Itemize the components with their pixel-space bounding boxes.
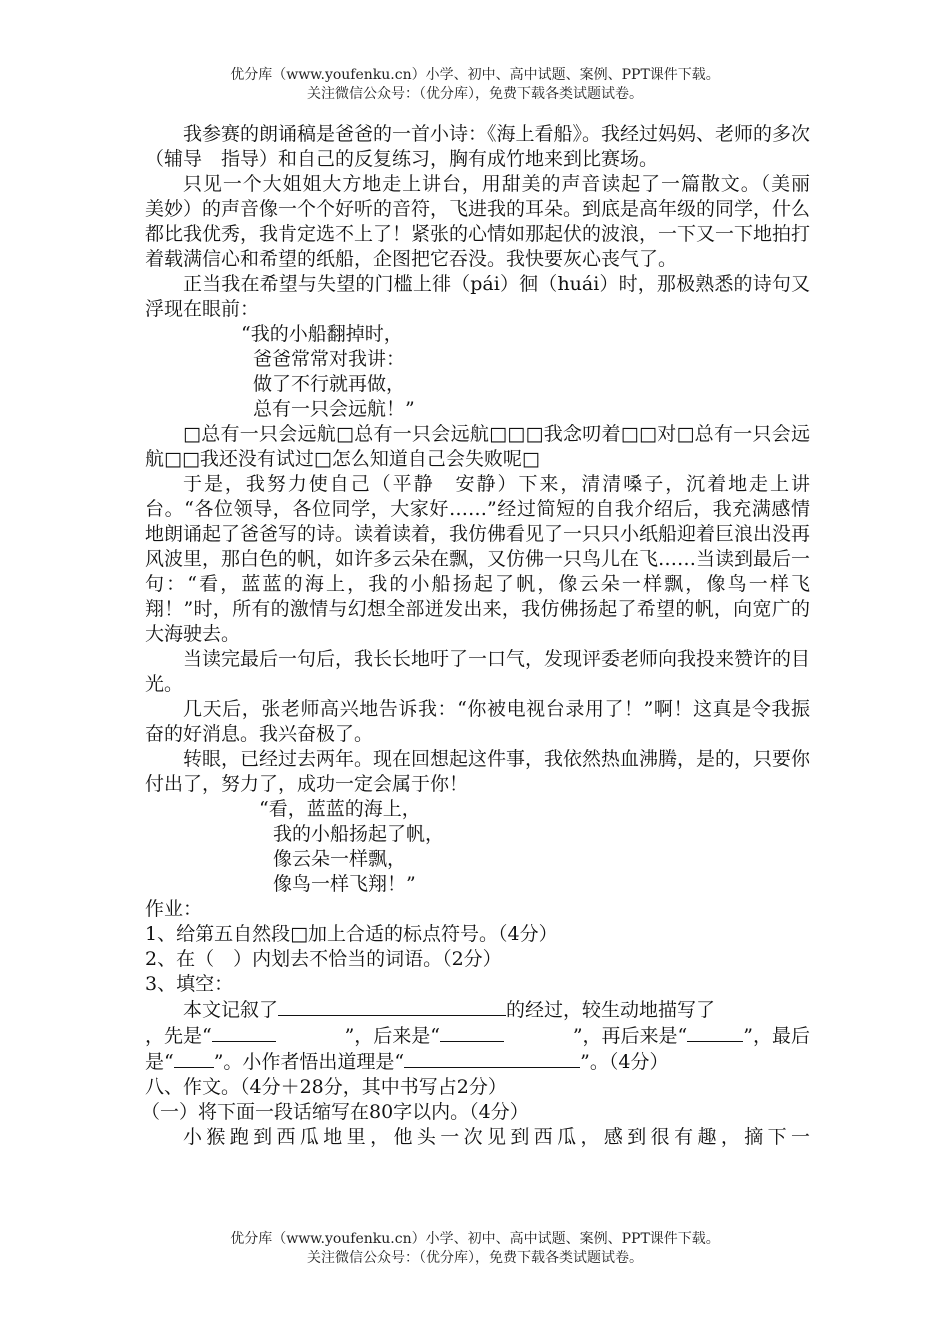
poem-2-line: 我的小船扬起了帆， [273, 823, 445, 845]
fill-text: 的经过，较生动地描写了 [506, 999, 716, 1021]
poem-2-line: 像鸟一样飞翔！” [273, 873, 416, 895]
fill-text: ”，最后 [743, 1025, 810, 1047]
paragraph-5: □总有一只会远航□总有一只会远航□□□我念叨着□□对□总有一只会远航□□我还没有试过□怎么知道自己会失败呢□ [145, 423, 810, 470]
poem-2-line: “看，蓝蓝的海上， [259, 798, 421, 820]
fill-text: ”，后来是“ [344, 1025, 440, 1047]
fill-text: ”。（4分） [580, 1051, 669, 1073]
fill-blank[interactable] [440, 1023, 504, 1042]
fill-blank[interactable] [687, 1023, 743, 1042]
fill-blank[interactable] [212, 1023, 276, 1042]
paragraph-3: 正当我在希望与失望的门槛上徘（pái）徊（huái）时，那极熟悉的诗句又浮现在眼前： [145, 273, 810, 320]
fill-blank[interactable] [278, 997, 506, 1016]
section-8-text: 小猴跑到西瓜地里，他头一次见到西瓜，感到很有趣，摘下一 [183, 1126, 810, 1148]
page-footer [0, 1230, 950, 1268]
fill-text: ，先是“ [145, 1025, 212, 1047]
footer-line-1: 优分库（www.youfenku.cn）小学、初中、高中试题、案例、PPT课件下载。 [230, 1231, 720, 1247]
section-8-sub-1: （一）将下面一段话缩写在80字以内。（4分） [141, 1101, 529, 1123]
poem-1-line: 做了不行就再做， [253, 373, 406, 395]
fill-line-1 [145, 997, 810, 1023]
paragraph-8: 几天后，张老师高兴地告诉我：“你被电视台录用了！”啊！这真是令我振奋的好消息。我兴奋极了。 [145, 698, 810, 745]
footer-line-2: 关注微信公众号：（优分库），免费下载各类试题试卷。 [307, 1250, 643, 1266]
poem-1-line: 总有一只会远航！” [253, 398, 415, 420]
header-line-1: 优分库（www.youfenku.cn）小学、初中、高中试题、案例、PPT课件下载。 [230, 67, 720, 83]
fill-text: 本文记叙了 [183, 999, 279, 1021]
paragraph-6: 于是，我努力使自己（平静 安静）下来，清清嗓子，沉着地走上讲台。“各位领导，各位同学，大家好……”经过简短的自我介绍后，我充满感情地朗诵起了爸爸写的诗。读着读着，我仿佛看见了一只只小纸船迎着巨浪出没再风波里，那白色的帆，如许多云朵在飘，又仿佛一只鸟儿在飞……当读到最后一句：“看，蓝蓝的海上，我的小船扬起了帆，像云朵一样飘，像鸟一样飞翔！”时，所有的激情与幻想全部迸发出来，我仿佛扬起了希望的帆，向宽广的大海驶去。 [145, 473, 811, 645]
fill-text: ”。小作者悟出道理是“ [213, 1051, 405, 1073]
paragraph-1: 我参赛的朗诵稿是爸爸的一首小诗：《海上看船》。我经过妈妈、老师的多次（辅导 指导）和自己的反复练习，胸有成竹地来到比赛场。 [145, 123, 811, 170]
document-body [141, 122, 830, 1150]
fill-blank[interactable] [174, 1049, 214, 1068]
question-1: 1、给第五自然段□加上合适的标点符号。（4分） [145, 923, 558, 945]
poem-1-line: “我的小船翻掉时， [241, 323, 403, 345]
fill-line-3 [145, 1049, 810, 1075]
section-8-title: 八、作文。（4分＋28分，其中书写占2分） [145, 1076, 507, 1098]
paragraph-9: 转眼，已经过去两年。现在回想起这件事，我依然热血沸腾，是的，只要你付出了，努力了，成功一定会属于你！ [145, 748, 811, 795]
paragraph-7: 当读完最后一句后，我长长地吁了一口气，发现评委老师向我投来赞许的目光。 [145, 648, 811, 695]
poem-2-line: 像云朵一样飘， [273, 848, 407, 870]
homework-title: 作业： [145, 898, 203, 920]
poem-block-1 [145, 322, 810, 422]
question-2: 2、在（ ）内划去不恰当的词语。（2分） [145, 948, 502, 970]
paragraph-2: 只见一个大姐姐大方地走上讲台，用甜美的声音读起了一篇散文。（美丽 美妙）的声音像一个个好听的音符，飞进我的耳朵。到底是高年级的同学，什么都比我优秀，我肯定选不上了！紧张的心情如那起伏的波浪，一下又一下地拍打着载满信心和希望的纸船，企图把它吞没。我快要灰心丧气了。 [145, 173, 830, 270]
fill-text: ”，再后来是“ [572, 1025, 688, 1047]
fill-blank[interactable] [404, 1049, 580, 1068]
poem-block-2 [145, 797, 810, 897]
fill-line-2 [145, 1023, 810, 1049]
header-line-2: 关注微信公众号：（优分库），免费下载各类试题试卷。 [307, 86, 643, 102]
question-3: 3、填空： [145, 973, 234, 995]
page-header [0, 66, 950, 104]
fill-text: 是“ [145, 1051, 174, 1073]
poem-1-line: 爸爸常常对我讲： [253, 348, 406, 370]
